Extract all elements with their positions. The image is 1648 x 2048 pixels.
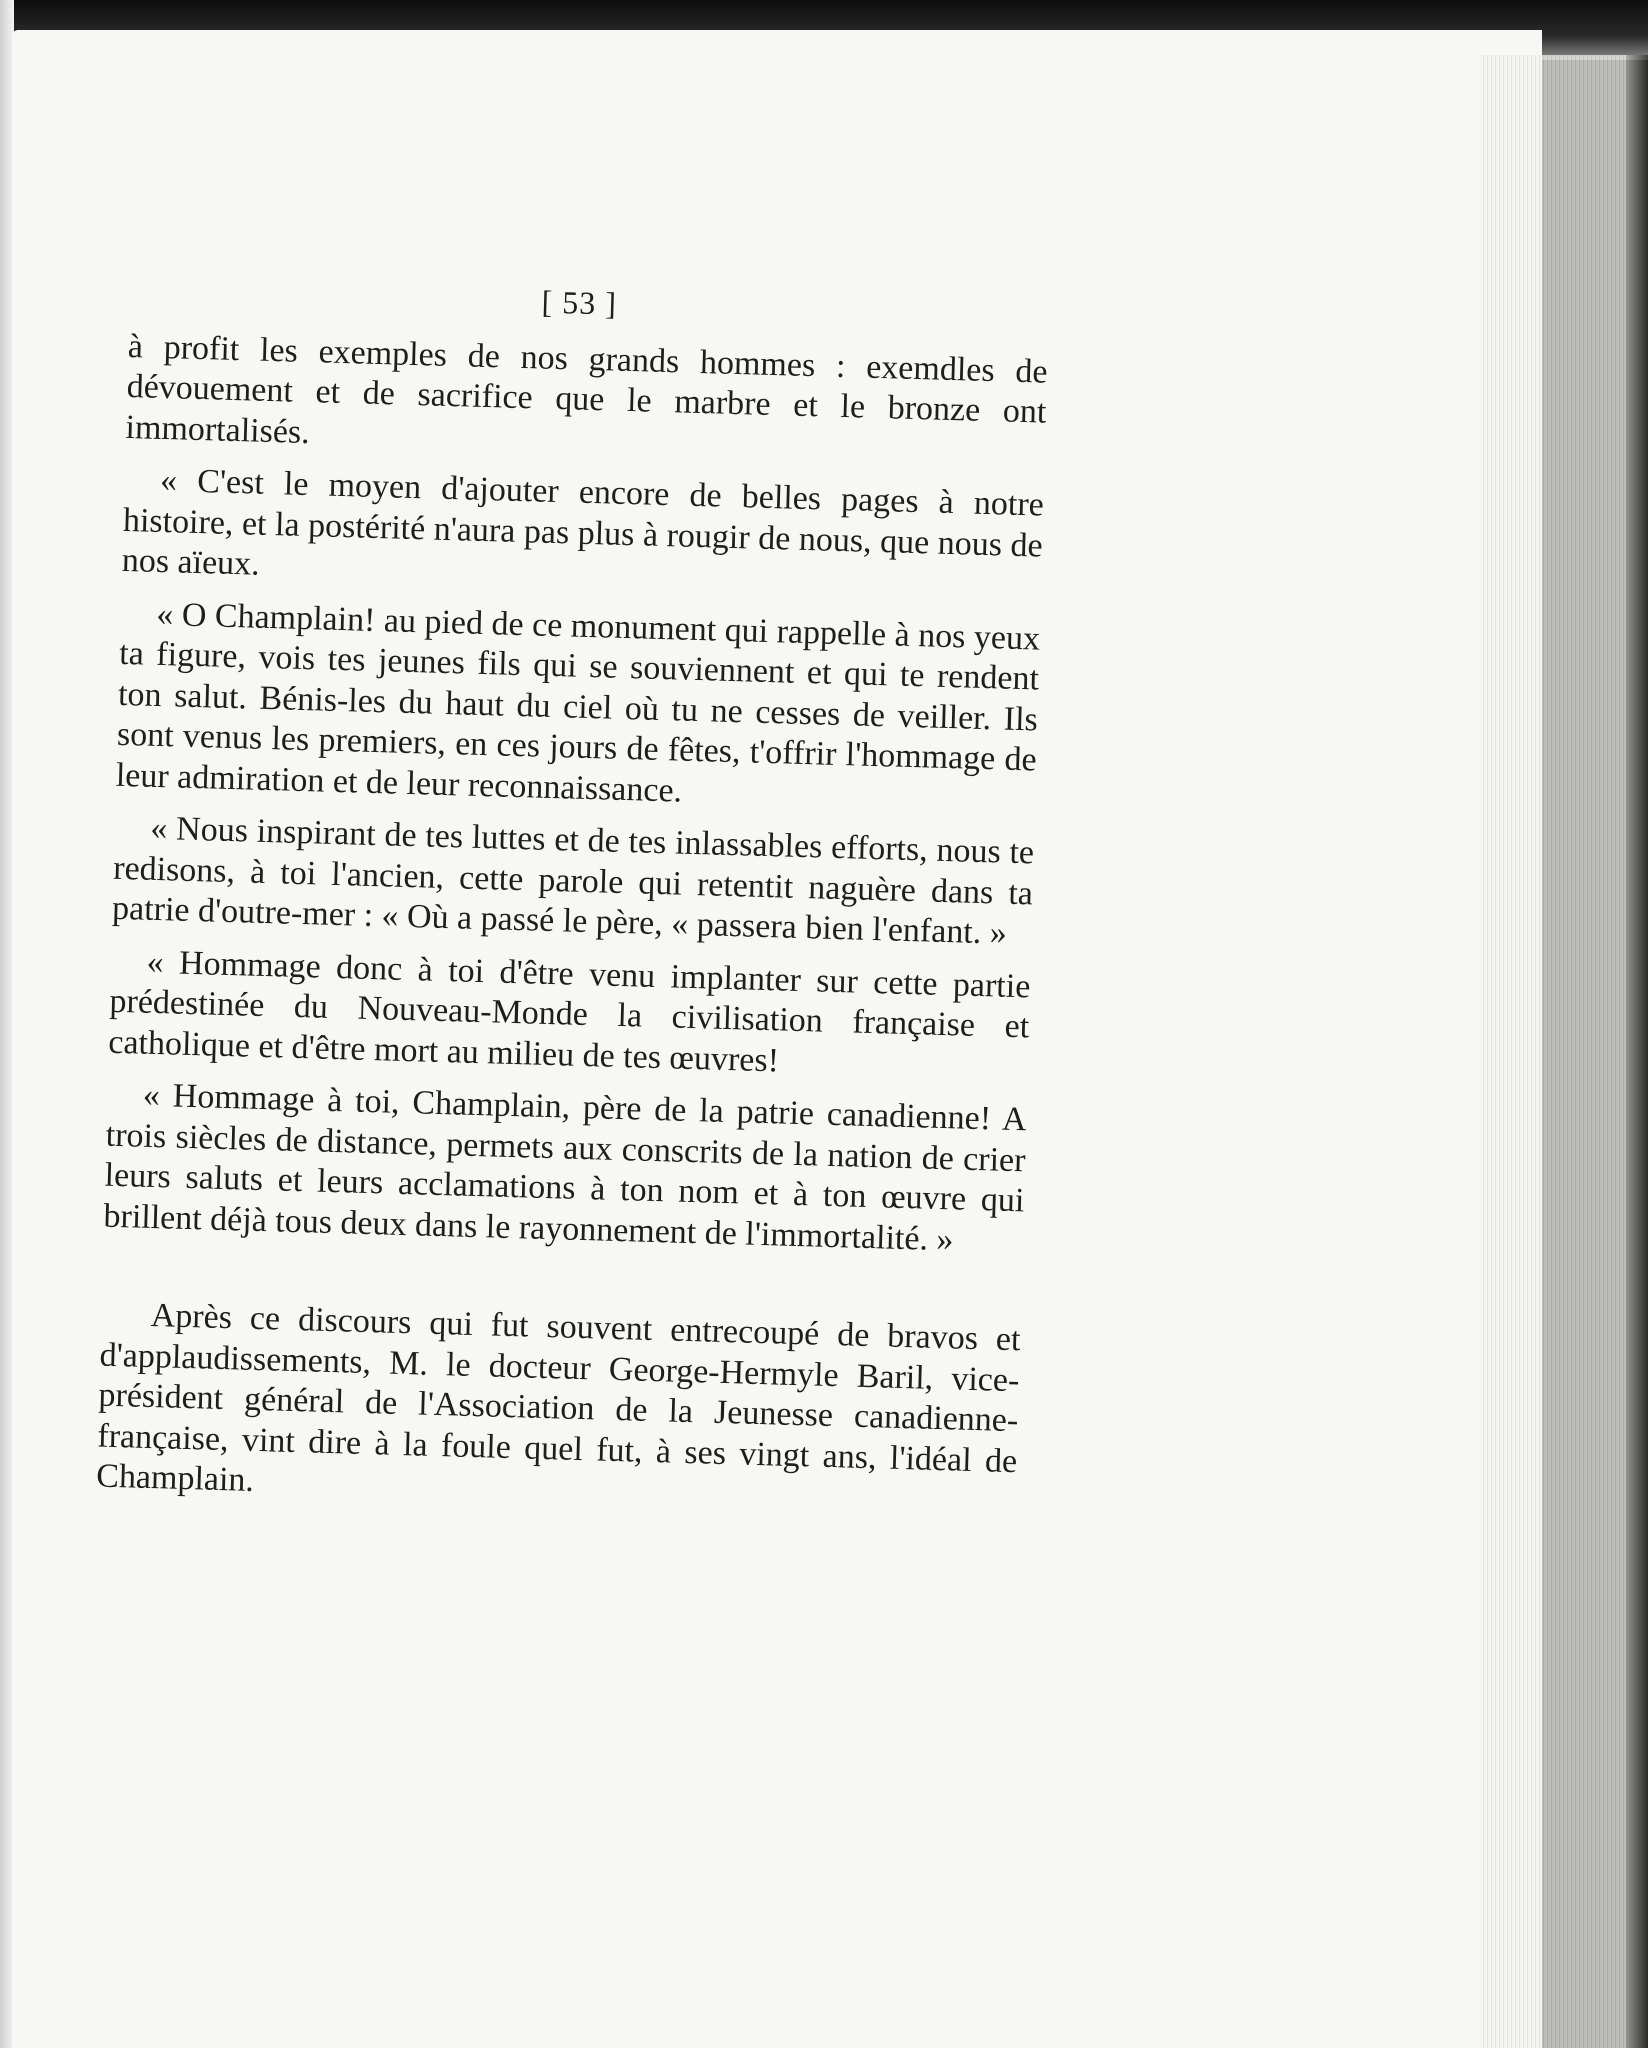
- page-number: [ 53 ]: [541, 283, 618, 322]
- paragraph-after-speech: Après ce discours qui fut souvent entrecoupé de bravos et d'applaudissements, M. le docteur George-Hermyle Baril, vice-président général de l'Association de la Jeunesse canadienne-française, vint dire à la foule quel fut, à ses vingt ans, l'idéal de Champlain.: [95, 1296, 1021, 1499]
- paragraph-continuation: à profit les exemples de nos grands hommes : exemdles de dévouement et de sacrifice que le marbre et le bronze ont immortalisés.: [125, 327, 1049, 451]
- paragraph-hommage-champlain: « Hommage à toi, Champlain, père de la patrie canadienne! A trois siècles de distance, permets aux conscrits de la nation de crier leurs saluts et leurs acclamations à ton nom et à ton œuvre qui brillent déjà tous deux dans le rayonnement de l'immortalité. »: [103, 1076, 1028, 1258]
- paragraph-inspiring: « Nous inspirant de tes luttes et de tes inlassables efforts, nous te redisons, à toi l'ancien, cette parole qui retentit naguère dans ta patrie d'outre-mer : « Où a passé le père, « passera bien l'enfant. »: [111, 809, 1035, 952]
- paragraph-history: « C'est le moyen d'ajouter encore de belles pages à notre histoire, et la postérité n'aura pas plus à rougir de nous, que nous de nos aïeux.: [121, 461, 1045, 583]
- page-edges: [1480, 55, 1648, 2048]
- paragraph-o-champlain: « O Champlain! au pied de ce monument qui rappelle à nos yeux ta figure, vois tes jeunes fils qui se souviennent et qui te rendent ton salut. Bénis-les du haut du ciel où tu ne cesses de veiller. Ils sont venus les premiers, en ces jours de fêtes, t'offrir l'hommage de leur admiration et de leur reconnaissance.: [115, 595, 1041, 810]
- page-text-block: [95, 270, 1049, 1535]
- paragraph-hommage-donc: « Hommage donc à toi d'être venu implanter sur cette partie prédestinée du Nouveau-Monde la civilisation française et catholique et d'être mort au milieu de tes œuvres!: [107, 943, 1031, 1079]
